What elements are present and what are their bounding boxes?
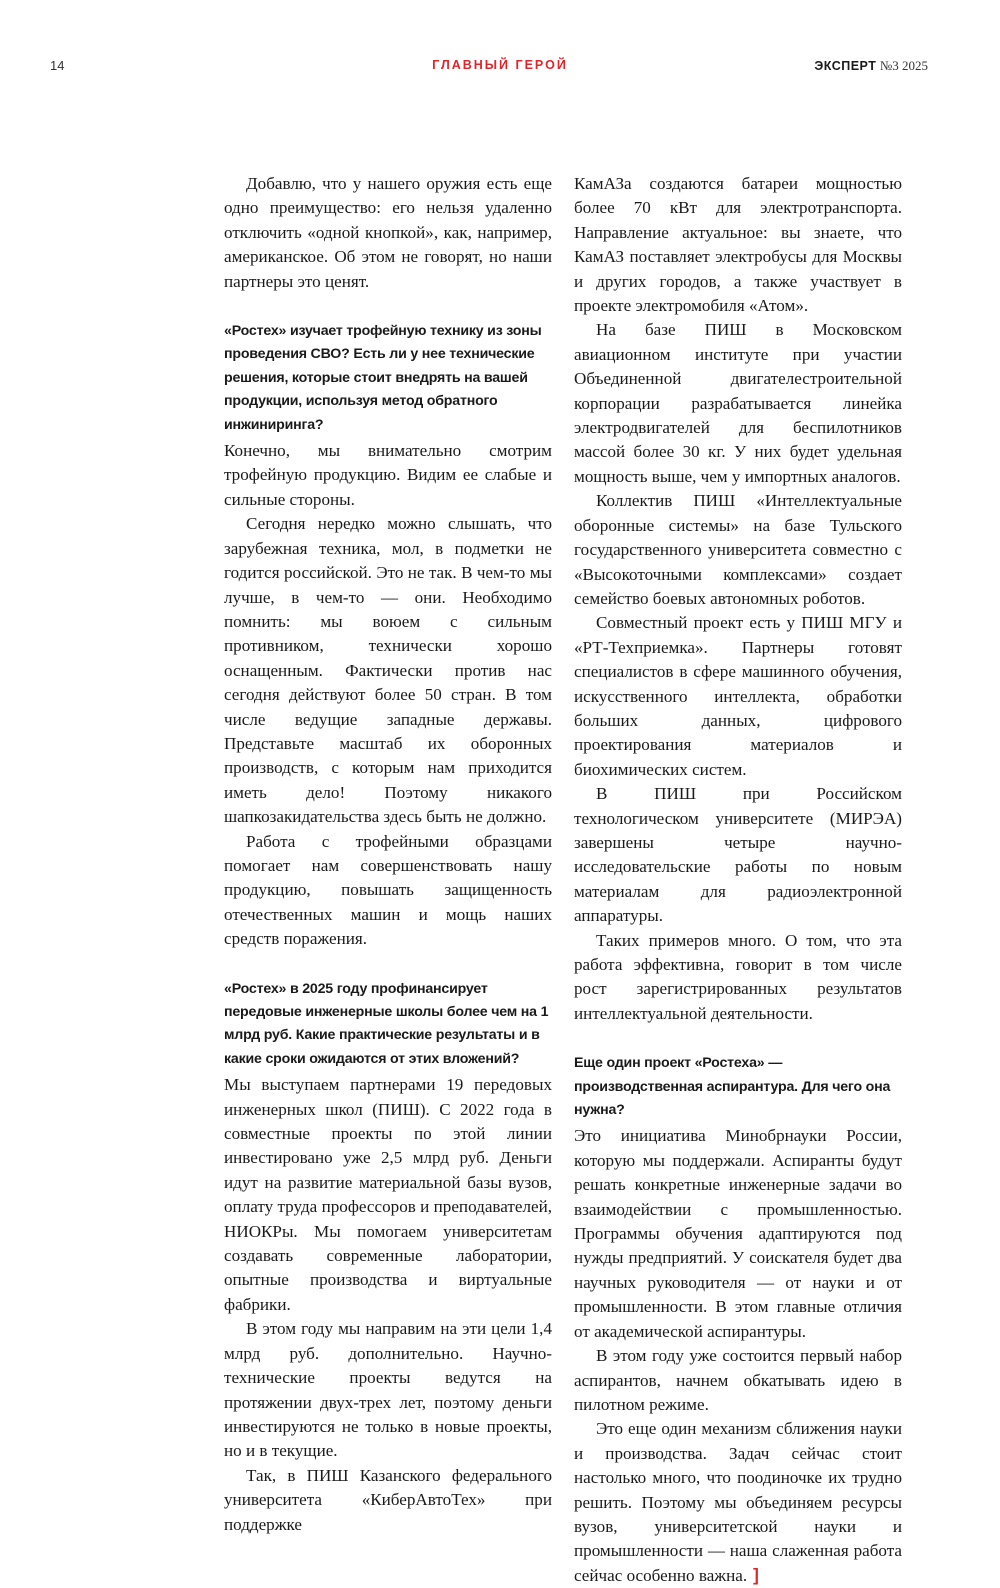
page-number: 14	[50, 58, 65, 73]
paragraph: Коллектив ПИШ «Интеллектуальные оборонные системы» на базе Тульского государственного университета совместно с «Высокоточными комплексами» создает семейство боевых автономных роботов.	[574, 491, 902, 608]
left-column	[224, 172, 552, 1537]
paragraph-text: Это еще один механизм сближения науки и производства. Задач сейчас стоит настолько много, что поодиночке их трудно решить. Поэтому мы объединяем ресурсы вузов, университетской науки и промышленности — наша слаженная работа сейчас особенно важна.	[574, 1419, 902, 1585]
question: «Ростех» в 2025 году профинансирует передовые инженерные школы более чем на 1 млрд руб. Какие практические результаты и в какие сроки ожидаются от этих вложений?	[224, 980, 549, 1067]
magazine-name: ЭКСПЕРТ	[814, 59, 877, 73]
paragraph: Это инициатива Минобрнауки России, которую мы поддержали. Аспиранты будут решать конкретные инженерные задачи во взаимодействии с промышленностью. Программы обучения адаптируются под нужды предприятий. У соискателя будет два научных руководителя — от науки и от промышленности. В этом главные отличия от академической аспирантуры.	[574, 1126, 902, 1341]
right-column	[574, 172, 902, 1588]
question: «Ростех» изучает трофейную технику из зоны проведения СВО? Есть ли у нее технические решения, которые стоит внедрять на вашей продукции, используя метод обратного инжиниринга?	[224, 323, 542, 433]
paragraph: Добавлю, что у нашего оружия есть еще одно преимущество: его нельзя удаленно отключить «одной кнопкой», как, например, американское. Об этом не говорят, но наши партнеры это ценят.	[224, 174, 552, 291]
paragraph: КамАЗа создаются батареи мощностью более 70 кВт для электротранспорта. Направление актуальное: вы знаете, что КамАЗ поставляет электробусы для Москвы и других городов, а также участвует в проекте электромобиля «Атом».	[574, 174, 902, 316]
paragraph: Так, в ПИШ Казанского федерального университета «КиберАвтоТех» при поддержке	[224, 1465, 552, 1534]
paragraph: Работа с трофейными образцами помогает нам совершенствовать нашу продукцию, повышать защищенность отечественных машин и мощь наших средств поражения.	[224, 831, 552, 949]
paragraph: Сегодня нередко можно слышать, что зарубежная техника, мол, в подметки не годится российской. Это не так. В чем-то мы лучше, в чем-то — они. Необходимо помнить: мы воюем с сильным противником, технически хорошо оснащенным. Фактически против нас сегодня действуют более 50 стран. В том числе ведущие западные державы. Представьте масштаб их оборонных производств, с которым нам приходится иметь дело! Поэтому никакого шапкозакидательства здесь быть не должно.	[224, 514, 552, 827]
paragraph: Конечно, мы внимательно смотрим трофейную продукцию. Видим ее слабые и сильные стороны.	[224, 441, 552, 509]
paragraph: Совместный проект есть у ПИШ МГУ и «РТ-Техприемка». Партнеры готовят специалистов в сфере машинного обучения, искусственного интеллекта, обработки больших данных, цифрового проектирования материалов и биохимических систем.	[574, 613, 902, 779]
section-title: ГЛАВНЫЙ ГЕРОЙ	[432, 58, 568, 72]
end-of-article-mark: ]	[753, 1565, 759, 1585]
paragraph	[574, 1417, 902, 1588]
issue-number: №3 2025	[879, 58, 928, 73]
magazine-issue	[814, 58, 928, 74]
paragraph: В ПИШ при Российском технологическом университете (МИРЭА) завершены четыре научно-исследовательские работы по новым материалам для радиоэлектронной аппаратуры.	[574, 784, 902, 926]
question: Еще один проект «Ростеха» — производственная аспирантура. Для чего она нужна?	[574, 1055, 891, 1119]
paragraph: На базе ПИШ в Московском авиационном институте при участии Объединенной двигателестроительной корпорации разрабатывается линейка электродвигателей для беспилотников массой более 30 кг. У них будет удельная мощность выше, чем у импортных аналогов.	[574, 320, 902, 486]
paragraph: Мы выступаем партнерами 19 передовых инженерных школ (ПИШ). С 2022 года в совместные проекты по этой линии инвестировано уже 2,5 млрд руб. Деньги идут на развитие материальной базы вузов, оплату труда профессоров и преподавателей, НИОКРы. Мы помогаем университетам создавать современные лаборатории, опытные производства и виртуальные фабрики.	[224, 1075, 552, 1314]
paragraph: В этом году уже состоится первый набор аспирантов, начнем обкатывать идею в пилотном режиме.	[574, 1346, 902, 1414]
paragraph: Таких примеров много. О том, что эта работа эффективна, говорит в том числе рост зарегистрированных результатов интеллектуальной деятельности.	[574, 930, 902, 1023]
paragraph: В этом году мы направим на эти цели 1,4 млрд руб. дополнительно. Научно-технические проекты ведутся на протяжении двух-трех лет, поэтому деньги инвестируются не только в новые проекты, но и в текущие.	[224, 1319, 552, 1461]
